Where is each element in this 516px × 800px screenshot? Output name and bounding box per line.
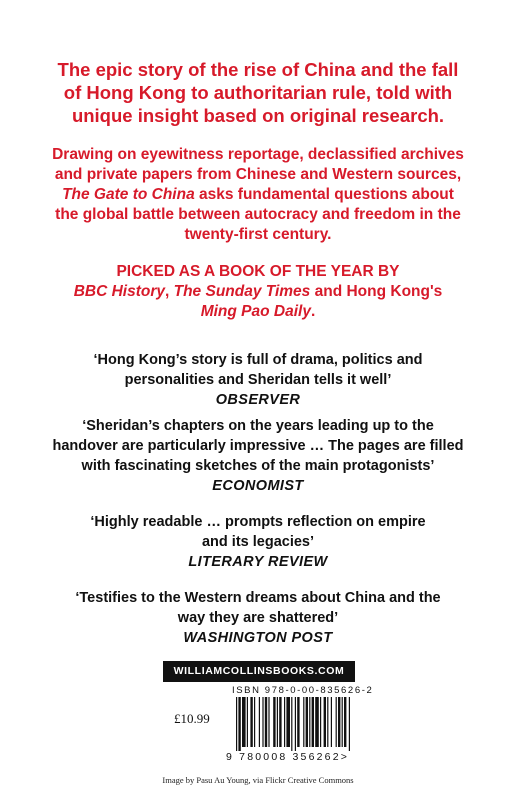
barcode-bar <box>349 697 350 751</box>
barcode-bar <box>284 697 285 747</box>
book-of-year-heading: PICKED AS A BOOK OF THE YEAR BY <box>116 263 400 280</box>
barcode-bar <box>336 697 337 747</box>
barcode-bar <box>236 697 237 751</box>
barcode-bar <box>297 697 299 747</box>
barcode-bar <box>250 697 252 747</box>
publisher-url: WILLIAMCOLLINSBOOKS.COM <box>163 661 355 682</box>
publication-sunday-times: The Sunday Times <box>173 283 311 300</box>
blurb-description <box>50 145 466 245</box>
picked-end: . <box>310 303 316 320</box>
picked-and: and Hong Kong's <box>310 283 443 300</box>
barcode-bar <box>254 697 255 747</box>
blurb-desc-part-a: Drawing on eyewitness reportage, declassified archives and private papers from Chinese and Western sources, <box>52 146 464 183</box>
picked-separator: , <box>165 283 174 300</box>
barcode-bar <box>242 697 246 747</box>
blurb-lead: The epic story of the rise of China and the fall of Hong Kong to authoritarian rule, told with unique insight based on original research. <box>57 59 459 126</box>
review-quote <box>48 416 468 496</box>
barcode-bar <box>331 697 332 747</box>
barcode-bar <box>344 697 346 747</box>
barcode-bar <box>262 697 263 747</box>
review-text: ‘Sheridan’s chapters on the years leading up to the handover are particularly impressive … The pages are filled with fascinating sketches of the main protagonists’ <box>52 418 464 474</box>
review-source: LITERARY REVIEW <box>188 554 328 570</box>
publication-bbc-history: BBC History <box>73 283 165 300</box>
book-of-year-section <box>60 262 456 322</box>
barcode-bar <box>268 697 269 747</box>
barcode-digits <box>226 751 349 763</box>
blurb-desc-part-b: asks fundamental questions about the global battle between autocracy and freedom in the twenty-first century. <box>55 186 461 243</box>
barcode <box>232 697 370 751</box>
barcode-tail: > <box>340 751 350 763</box>
barcode-number: 9 780008 356262 <box>226 751 341 763</box>
barcode-bar <box>286 697 290 747</box>
review-quote <box>70 588 446 648</box>
review-source: OBSERVER <box>215 392 301 408</box>
review-quote <box>58 350 458 410</box>
barcode-bar <box>279 697 281 747</box>
barcode-bar <box>277 697 278 747</box>
barcode-bar <box>324 697 326 747</box>
review-text: ‘Hong Kong’s story is full of drama, politics and personalities and Sheridan tells it well’ <box>93 352 423 388</box>
barcode-bar <box>238 697 240 751</box>
barcode-bar <box>295 697 296 751</box>
barcode-bar <box>265 697 267 747</box>
barcode-bar <box>315 697 319 747</box>
review-source: WASHINGTON POST <box>183 630 333 646</box>
barcode-bar <box>309 697 310 747</box>
barcode-bar <box>247 697 248 747</box>
image-credit: Image by Pasu Au Young, via Flickr Creative Commons <box>162 775 354 785</box>
barcode-bar <box>273 697 275 747</box>
barcode-bar <box>338 697 340 747</box>
barcode-bar <box>327 697 328 747</box>
review-text: ‘Testifies to the Western dreams about China and the way they are shattered’ <box>75 590 441 626</box>
barcode-bar <box>312 697 314 747</box>
book-title: The Gate to China <box>62 186 195 203</box>
barcode-bar <box>342 697 343 747</box>
isbn-number: ISBN 978-0-00-835626-2 <box>232 685 374 696</box>
review-source: ECONOMIST <box>212 478 304 494</box>
price: £10.99 <box>174 711 210 726</box>
publication-ming-pao: Ming Pao Daily <box>200 303 311 320</box>
barcode-bar <box>259 697 260 747</box>
review-quote <box>78 512 438 572</box>
barcode-bar <box>306 697 308 747</box>
barcode-bar <box>320 697 321 747</box>
review-text: ‘Highly readable … prompts reflection on empire and its legacies’ <box>90 514 426 550</box>
barcode-bar <box>291 697 292 751</box>
barcode-bar <box>303 697 304 747</box>
